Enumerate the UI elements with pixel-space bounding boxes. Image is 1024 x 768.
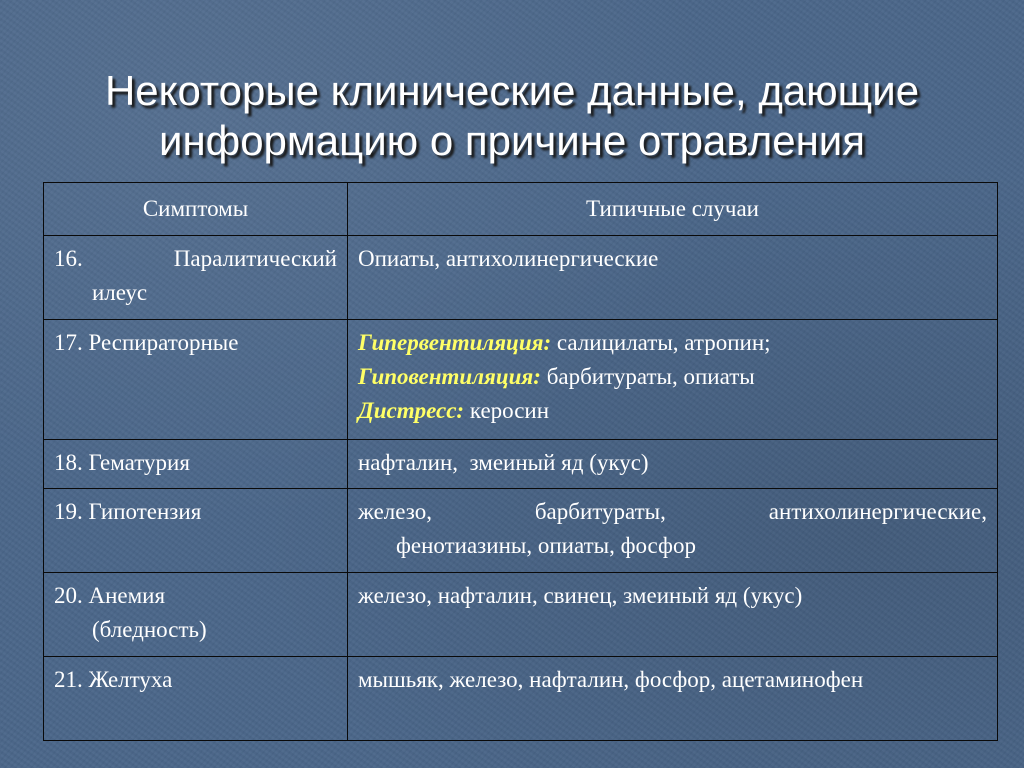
cases-cell (348, 320, 998, 440)
cases-cell: железо, нафталин, свинец, змеиный яд (укус) (348, 573, 998, 657)
symptom-first-line (54, 242, 337, 276)
symptom-continuation: (бледность) (92, 617, 207, 642)
case-label: Дистресс: (358, 398, 465, 423)
case-line (358, 394, 987, 428)
slide-title (0, 66, 1024, 166)
table-row (44, 236, 998, 320)
case-label: Гиповентиляция: (358, 364, 541, 389)
table-header-row (44, 183, 998, 236)
cases-cell: Опиаты, антихолинергические (348, 236, 998, 320)
symptom-cell (44, 236, 348, 320)
header-symptoms: Симптомы (44, 183, 348, 236)
cases-continuation: фенотиазины, опиаты, фосфор (396, 533, 696, 558)
symptom-cell: 19. Гипотензия (44, 489, 348, 573)
slide-title-line-2: информацию о причине отравления (158, 117, 865, 164)
symptom-continuation: илеус (92, 280, 148, 305)
symptom-number: 16. (54, 246, 83, 271)
table-row (44, 657, 998, 741)
case-line (358, 360, 987, 394)
case-text: керосин (464, 398, 550, 423)
table-row (44, 320, 998, 440)
slide-title-line-1: Некоторые клинические данные, дающие (104, 67, 920, 114)
symptom-name: Паралитический (173, 246, 337, 271)
symptom-cell: 21. Желтуха (44, 657, 348, 741)
case-label: Гипервентиляция: (358, 330, 552, 355)
symptom-cell: 17. Респираторные (44, 320, 348, 440)
poisoning-clues-table (43, 182, 998, 741)
cases-cell: мышьяк, железо, нафталин, фосфор, ацетаминофен (348, 657, 998, 741)
case-text: салицилаты, атропин; (551, 330, 771, 355)
table-row (44, 573, 998, 657)
cases-first-line: железо, барбитураты, антихолинергические, (358, 499, 987, 524)
cases-cell: нафталин, змеиный яд (укус) (348, 440, 998, 489)
case-text: барбитураты, опиаты (540, 364, 755, 389)
cases-cell (348, 489, 998, 573)
table-row (44, 440, 998, 489)
symptom-first-line: 20. Анемия (54, 583, 166, 608)
symptom-cell: 18. Гематурия (44, 440, 348, 489)
case-line (358, 326, 987, 360)
symptom-cell (44, 573, 348, 657)
table-row (44, 489, 998, 573)
header-typical-cases: Типичные случаи (348, 183, 998, 236)
